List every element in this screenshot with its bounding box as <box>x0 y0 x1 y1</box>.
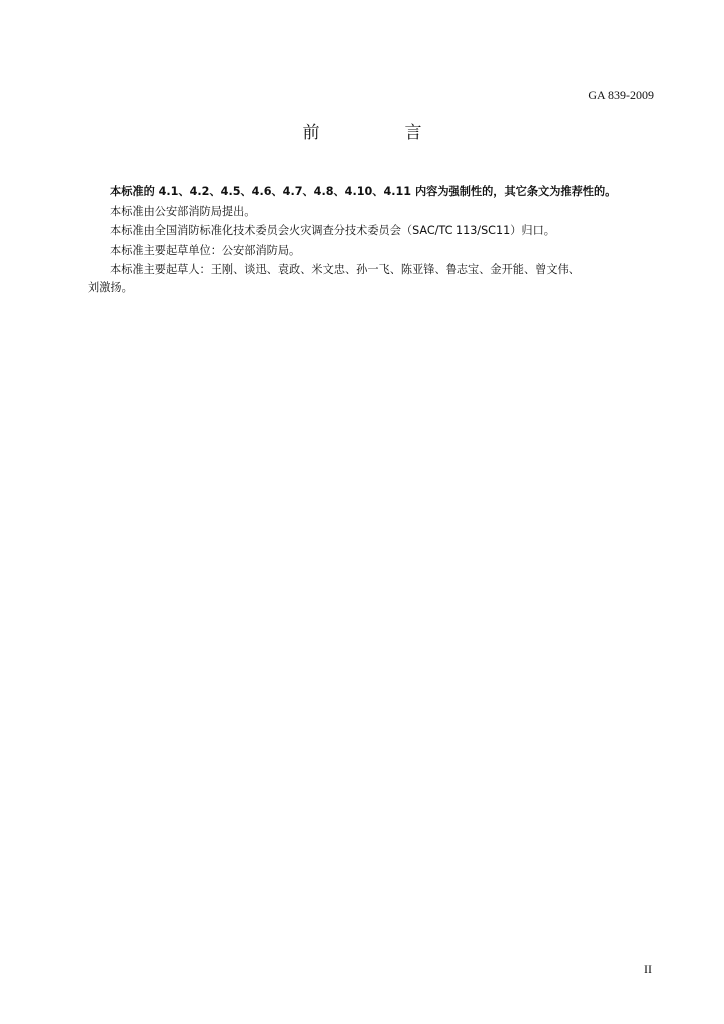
paragraph-drafters-continuation: 刘激扬。 <box>88 281 133 294</box>
page-title: 前 言 <box>302 123 456 143</box>
standard-code: GA 839-2009 <box>588 88 654 102</box>
foreword-body <box>88 182 664 280</box>
paragraph-mandatory-clauses: 本标准的 4.1、4.2、4.5、4.6、4.7、4.8、4.10、4.11 内容为强制性的，其它条文为推荐性的。 <box>110 185 617 198</box>
paragraph-drafting-unit: 本标准主要起草单位：公安部消防局。 <box>110 243 301 257</box>
paragraph-under-jurisdiction: 本标准由全国消防标准化技术委员会火灾调查分技术委员会（SAC/TC 113/SC11）归口。 <box>110 224 555 237</box>
page-number: II <box>644 962 652 976</box>
paragraph-proposed-by: 本标准由公安部消防局提出。 <box>110 204 256 218</box>
paragraph-drafters: 本标准主要起草人：王刚、谈迅、袁政、米文忠、孙一飞、陈亚锋、鲁志宝、金开能、曾文伟、 <box>110 263 580 276</box>
